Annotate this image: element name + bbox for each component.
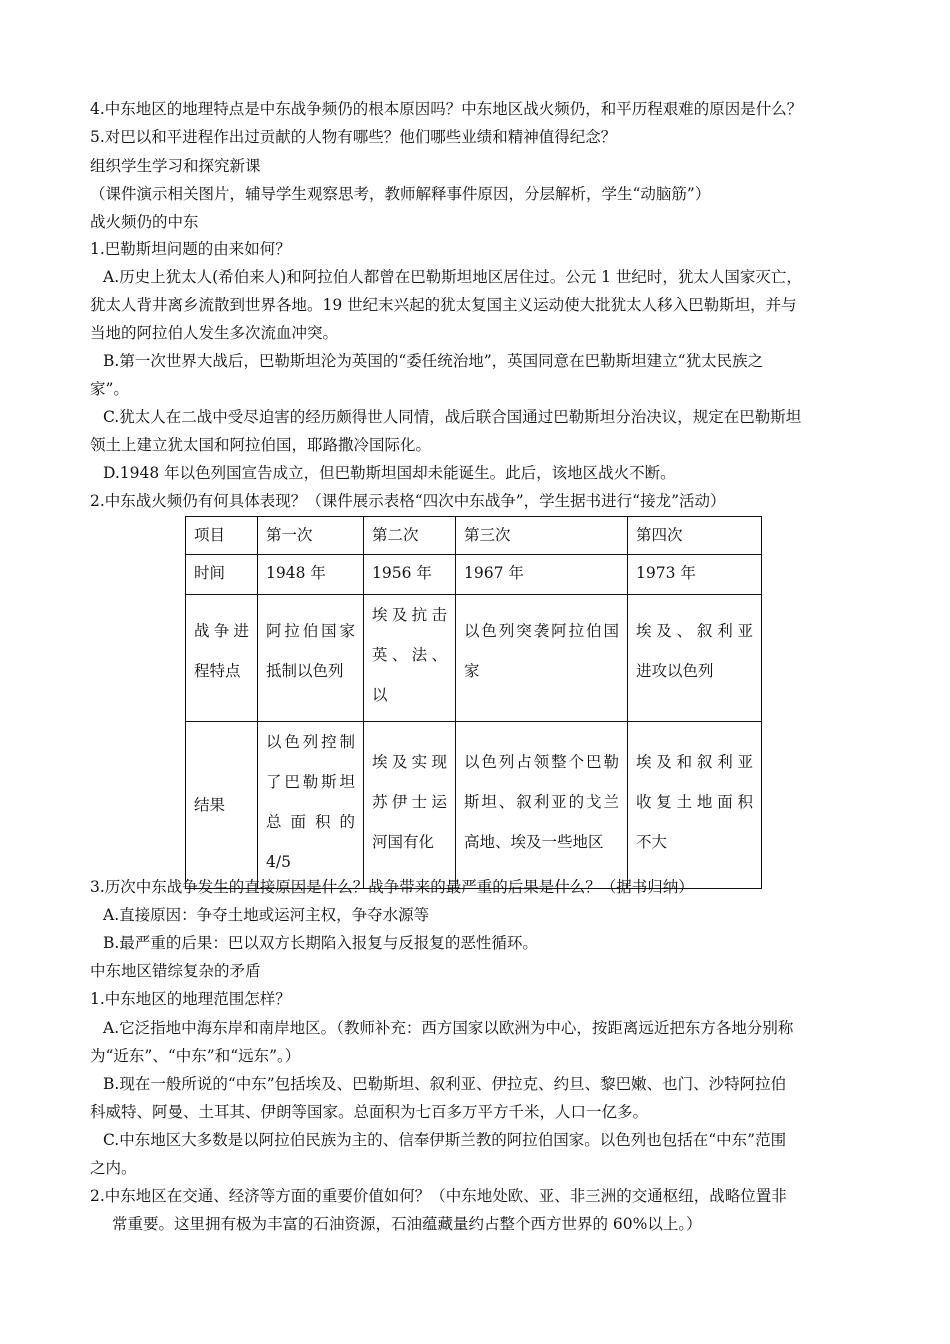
point-3a: A.直接原因：争夺土地或运河主权，争夺水源等 [103,906,430,924]
point-1c-line2: 领土上建立犹太国和阿拉伯国，耶路撒冷国际化。 [90,436,432,454]
point-1d: D.1948 年以色列国宣告成立，但巴勒斯坦国却未能诞生。此后，该地区战火不断。 [103,464,676,482]
subq-3: 3.历次中东战争发生的直接原因是什么？战争带来的最严重的后果是什么？（据书归纳） [90,878,694,896]
table-cell: 阿拉伯国家 抵制以色列 [258,595,364,722]
subq-1: 1.巴勒斯坦问题的由来如何？ [90,240,291,258]
courseware-note: （课件演示相关图片，辅导学生观察思考，教师解释事件原因，分层解析，学生“动脑筋”） [90,185,711,203]
point-1a-line1: A.历史上犹太人(希伯来人)和阿拉伯人都曾在巴勒斯坦地区居住过。公元 1 世纪时，犹太人国家灭亡， [103,268,802,286]
four-wars-table [185,516,762,889]
point-1b-line1: B.第一次世界大战后，巴勒斯坦沦为英国的“委任统治地”，英国同意在巴勒斯坦建立“犹太民族之 [103,352,764,370]
table-cell: 时间 [186,555,258,595]
point-1a-line3: 当地的阿拉伯人发生多次流血冲突。 [90,324,339,342]
table-cell: 以色列控制 了巴勒斯坦 总 面 积 的 4/5 [258,722,364,889]
table-cell: 1956 年 [364,555,456,595]
point-1c-line1: C.犹太人在二战中受尽迫害的经历颇得世人同情，战后联合国通过巴勒斯坦分治决议，规定在巴勒斯坦 [103,408,802,426]
table-cell: 1973 年 [628,555,762,595]
point-3b: B.最严重的后果：巴以双方长期陷入报复与反报复的恶性循环。 [103,934,538,952]
table-row-features [186,595,762,722]
topic-1: 1.中东地区的地理范围怎样？ [90,990,291,1008]
point-1b-line2: 家”。 [90,380,129,398]
table-cell: 结果 [186,722,258,889]
table-cell: 埃及和叙利亚 收复土地面积 不大 [628,722,762,889]
topic-1a-line1: A.它泛指地中海东岸和南岸地区。（教师补充：西方国家以欧洲为中心，按距离远近把东方各地分别称 [103,1019,794,1037]
question-4: 4.中东地区的地理特点是中东战争频仍的根本原因吗？中东地区战火频仍，和平历程艰难的原因是什么？ [90,100,803,118]
table-header-row [186,517,762,555]
table-cell: 1967 年 [456,555,628,595]
section-heading-wars: 战火频仍的中东 [90,213,199,231]
table-cell: 埃及实现 苏伊士运 河国有化 [364,722,456,889]
point-1a-line2: 犹太人背井离乡流散到世界各地。19 世纪末兴起的犹太复国主义运动使大批犹太人移入巴勒斯坦，并与 [90,296,797,314]
table-cell: 埃及抗击 英、法、 以 [364,595,456,722]
table-cell: 第三次 [456,517,628,555]
topic-1a-line2: 为“近东”、“中东”和“远东”。） [90,1047,301,1065]
table-cell: 以色列突袭阿拉伯国 家 [456,595,628,722]
table-cell: 第二次 [364,517,456,555]
table-cell: 战争进 程特点 [186,595,258,722]
table-cell: 1948 年 [258,555,364,595]
subq-2: 2.中东战火频仍有何具体表现？（课件展示表格“四次中东战争”，学生据书进行“接龙”活动） [90,492,726,510]
table-cell: 第四次 [628,517,762,555]
section-heading-conflict: 中东地区错综复杂的矛盾 [90,962,261,980]
topic-1b-line1: B.现在一般所说的“中东”包括埃及、巴勒斯坦、叙利亚、伊拉克、约旦、黎巴嫩、也门、沙特阿拉伯 [103,1075,787,1093]
table-row-results [186,722,762,889]
topic-1b-line2: 科威特、阿曼、土耳其、伊朗等国家。总面积为七百多万平方千米，人口一亿多。 [90,1103,649,1121]
topic-2-line1: 2.中东地区在交通、经济等方面的重要价值如何？（中东地处欧、亚、非三洲的交通枢纽，战略位置非 [90,1187,787,1205]
question-5: 5.对巴以和平进程作出过贡献的人物有哪些？他们哪些业绩和精神值得纪念？ [90,128,617,146]
table-row-time [186,555,762,595]
table-cell: 埃及、叙利亚 进攻以色列 [628,595,762,722]
table-cell: 以色列占领整个巴勒 斯坦、叙利亚的戈兰 高地、埃及一些地区 [456,722,628,889]
table-cell: 第一次 [258,517,364,555]
topic-1c-line1: C.中东地区大多数是以阿拉伯民族为主的、信奉伊斯兰教的阿拉伯国家。以色列也包括在“中东”范围 [103,1131,787,1149]
section-heading-organize: 组织学生学习和探究新课 [90,157,261,175]
table-cell: 项目 [186,517,258,555]
topic-1c-line2: 之内。 [90,1159,137,1177]
topic-2-line2: 常重要。这里拥有极为丰富的石油资源，石油蕴藏量约占整个西方世界的 60%以上。） [112,1215,702,1233]
